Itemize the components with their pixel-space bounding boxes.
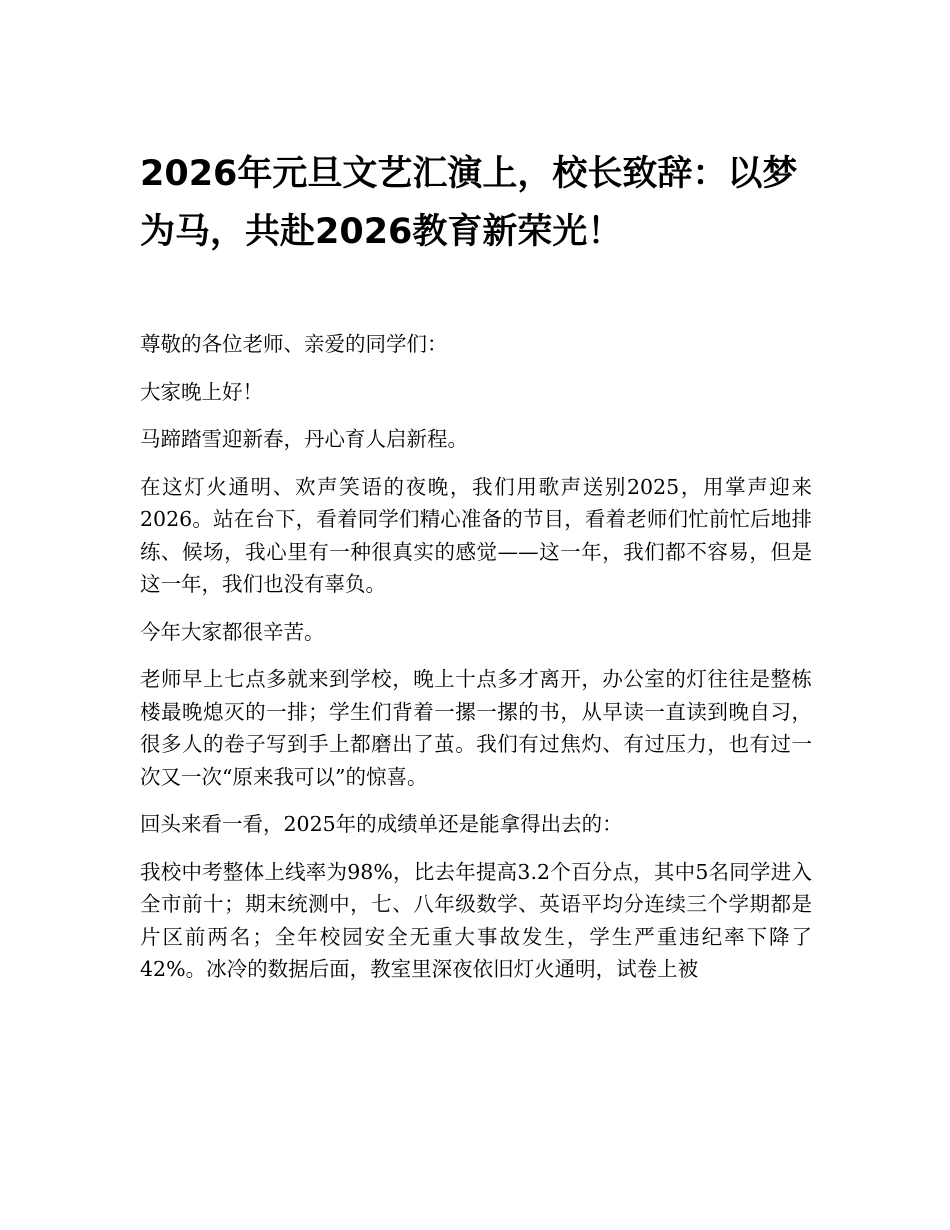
paragraph-evening: 在这灯火通明、欢声笑语的夜晚，我们用歌声送别2025，用掌声迎来2026。站在台下，看着同学们精心准备的节目，看着老师们忙前忙后地排练、候场，我心里有一种很真实的感觉——这一年，我们都不容易，但是这一年，我们也没有辜负。 bbox=[140, 474, 812, 596]
paragraph-review: 回头来看一看，2025年的成绩单还是能拿得出去的： bbox=[140, 812, 623, 836]
document-title: 2026年元旦文艺汇演上，校长致辞：以梦为马，共赴2026教育新荣光！ bbox=[140, 154, 798, 252]
paragraph-results: 我校中考整体上线率为98%，比去年提高3.2个百分点，其中5名同学进入全市前十；期末统测中，七、八年级数学、英语平均分连续三个学期都是片区前两名；全年校园安全无重大事故发生，学生严重违纪率下降了42%。冰冷的数据后面，教室里深夜依旧灯火通明，试卷上被 bbox=[140, 859, 812, 981]
paragraph-salutation: 尊敬的各位老师、亲爱的同学们： bbox=[140, 332, 448, 356]
document-body bbox=[140, 328, 812, 1001]
paragraph-greeting: 大家晚上好！ bbox=[140, 379, 263, 404]
paragraph-opening-line: 马蹄踏雪迎新春，丹心育人启新程。 bbox=[140, 427, 468, 451]
paragraph-hard-work: 今年大家都很辛苦。 bbox=[140, 619, 325, 644]
paragraph-teachers-students: 老师早上七点多就来到学校，晚上十点多才离开，办公室的灯往往是整栋楼最晚熄灭的一排；学生们背着一摞一摞的书，从早读一直读到晚自习，很多人的卷子写到手上都磨出了茧。我们有过焦灼、有过压力，也有过一次又一次“原来我可以”的惊喜。 bbox=[140, 667, 812, 789]
